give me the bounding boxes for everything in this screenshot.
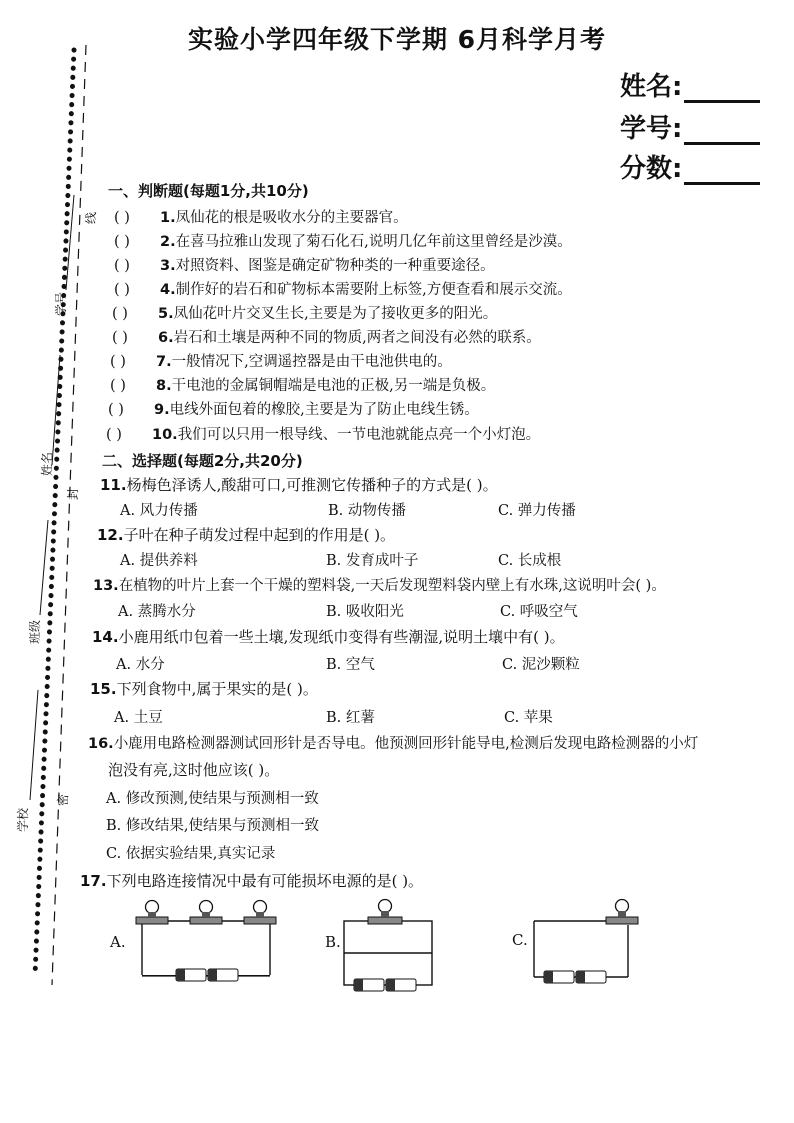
circuit-a-diagram [128,893,298,988]
score-label: 分数: [620,154,683,184]
option[interactable]: A. 提供养料 [120,553,198,569]
option[interactable]: A. 土豆 [114,710,163,726]
option[interactable]: B. 修改结果,使结果与预测相一致 [106,818,319,834]
circuit-b-diagram [340,893,440,993]
tf-item[interactable]: ( ) 8.干电池的金属铜帽端是电池的正极,另一端是负极。 [110,378,496,394]
tf-item[interactable]: ( ) 9.电线外面包着的橡胶,主要是为了防止电线生锈。 [108,402,479,418]
name-label: 姓名: [620,72,683,102]
student-id-label: 学号: [620,114,683,144]
circuit-b-label[interactable]: B. [325,933,341,951]
student-id-field[interactable] [620,108,760,145]
binding-name-label: 姓名 [40,451,54,476]
tf-item[interactable]: ( ) 3.对照资料、图鉴是确定矿物种类的一种重要途径。 [114,258,495,274]
tf-item[interactable]: ( ) 10.我们可以只用一根导线、一节电池就能点亮一个小灯泡。 [106,427,541,443]
tf-item[interactable]: ( ) 5.凤仙花叶片交叉生长,主要是为了接收更多的阳光。 [112,306,498,322]
binding-margin [0,0,100,1000]
exam-title: 实验小学四年级下学期 6月科学月考 [187,25,607,54]
circuit-c-label[interactable]: C. [512,931,528,949]
score-field[interactable] [620,148,760,185]
question-17: 17.下列电路连接情况中最有可能损坏电源的是( )。 [80,872,424,890]
section1-heading: 一、判断题(每题1分,共10分) [108,182,309,200]
option[interactable]: C. 泥沙颗粒 [502,657,580,673]
bulb-icon [368,900,402,925]
option[interactable]: B. 空气 [326,657,375,673]
binding-school-label: 学校 [16,807,30,832]
option[interactable]: B. 动物传播 [328,503,406,519]
binding-seal-mark-2: 密 [56,793,70,806]
option[interactable]: C. 长成根 [498,553,562,569]
circuit-c-diagram [528,893,648,993]
option[interactable]: A. 风力传播 [120,503,198,519]
binding-seal-mark: 封 [66,487,80,500]
school-blank [30,690,38,800]
question-13: 13.在植物的叶片上套一个干燥的塑料袋,一天后发现塑料袋内壁上有水珠,这说明叶会( )。 [93,578,666,594]
binding-class-label: 班级 [28,619,42,644]
option[interactable]: C. 弹力传播 [498,503,576,519]
option[interactable]: B. 发育成叶子 [326,553,419,569]
section2-heading: 二、选择题(每题2分,共20分) [102,452,303,470]
option[interactable]: B. 红薯 [326,710,375,726]
tf-item[interactable]: ( ) 2.在喜马拉雅山发现了菊石化石,说明几亿年前这里曾经是沙漠。 [114,234,572,250]
question-15: 15.下列食物中,属于果实的是( )。 [90,680,318,698]
option[interactable]: B. 吸收阳光 [326,604,404,620]
tf-item[interactable]: ( ) 7.一般情况下,空调遥控器是由干电池供电的。 [110,354,452,370]
question-11: 11.杨梅色泽诱人,酸甜可口,可推测它传播种子的方式是( )。 [100,476,498,494]
tf-item[interactable]: ( ) 1.凤仙花的根是吸收水分的主要器官。 [114,210,408,226]
option[interactable]: C. 呼吸空气 [500,604,578,620]
dotted-seal-line [35,50,74,975]
question-16: 16.小鹿用电路检测器测试回形针是否导电。他预测回形针能导电,检测后发现电路检测器的小灯 [88,736,699,752]
option[interactable]: A. 修改预测,使结果与预测相一致 [106,791,319,807]
bulb-icon [244,901,276,925]
binding-line-mark: 线 [84,211,98,224]
option[interactable]: A. 水分 [116,657,165,673]
bulb-icon [136,901,168,925]
tf-item[interactable]: ( ) 4.制作好的岩石和矿物标本需要附上标签,方便查看和展示交流。 [114,282,572,298]
circuit-a-label[interactable]: A. [110,933,126,951]
bulb-icon [190,901,222,925]
bulb-icon [606,900,638,925]
binding-student-id-label: 学号 [54,291,68,316]
name-field[interactable] [620,66,760,103]
option[interactable]: C. 依据实验结果,真实记录 [106,846,276,862]
class-blank [40,520,48,615]
option[interactable]: C. 苹果 [504,710,553,726]
question-12: 12.子叶在种子萌发过程中起到的作用是( )。 [97,526,396,544]
option[interactable]: A. 蒸腾水分 [118,604,196,620]
question-16-line2: 泡没有亮,这时他应该( )。 [108,761,280,779]
tf-item[interactable]: ( ) 6.岩石和土壤是两种不同的物质,两者之间没有必然的联系。 [112,330,541,346]
question-14: 14.小鹿用纸巾包着一些土壤,发现纸巾变得有些潮湿,说明土壤中有( )。 [92,628,565,646]
